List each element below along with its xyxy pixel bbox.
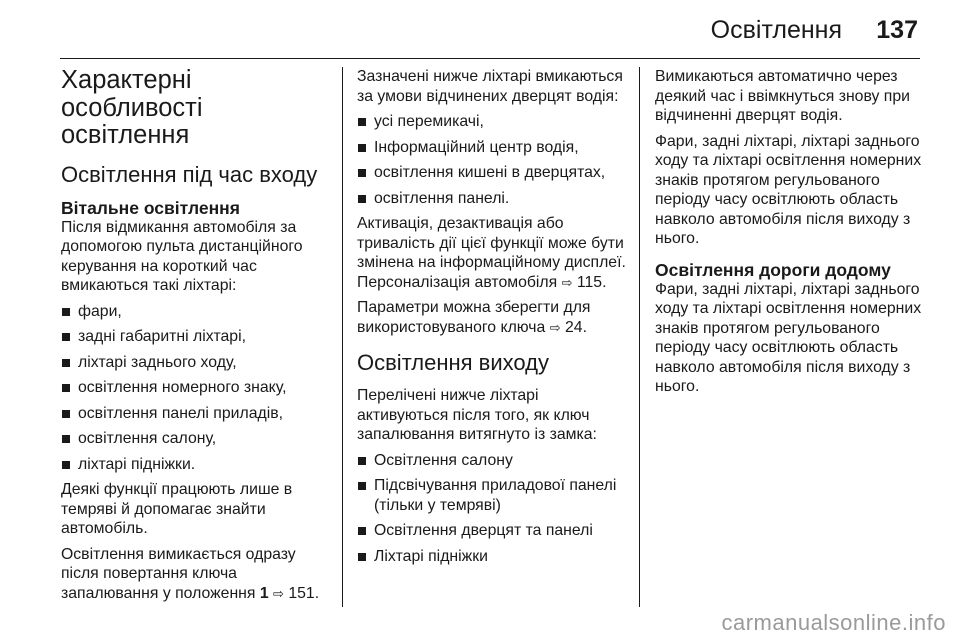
door-lights-list	[357, 112, 633, 208]
column-divider-1	[342, 67, 343, 607]
column-divider-2	[639, 67, 640, 607]
auto-off-note: Вимикаються автоматично через деякий час і ввімкнуться знову при відчиненні дверцят водія.	[655, 68, 910, 124]
personalization-link[interactable]: Персоналізація автомобіля	[357, 273, 558, 291]
list-item: усі перемикачі,	[357, 112, 633, 132]
switch-off-note	[61, 545, 333, 604]
page-header	[0, 0, 960, 60]
exit-lights-list	[357, 451, 633, 567]
switch-off-text: Освітлення вимикається одразу після повертання ключа запалювання у положення	[61, 545, 296, 602]
list-item: освітлення панелі.	[357, 189, 633, 209]
page-reference[interactable]: 115.	[576, 273, 607, 291]
reference-arrow-icon: ⇨	[273, 585, 284, 601]
list-item: ліхтарі заднього ходу,	[61, 353, 333, 373]
chapter-title: Освітлення	[710, 16, 842, 44]
reference-arrow-icon: ⇨	[561, 274, 573, 290]
page-reference[interactable]: 151.	[288, 584, 320, 602]
list-item: Підсвічування приладової панелі (тільки у темряві)	[357, 476, 633, 515]
key-memory-note	[357, 298, 633, 337]
activation-note	[357, 214, 633, 292]
list-item: Інформаційний центр водія,	[357, 138, 633, 158]
list-item: освітлення салону,	[61, 429, 333, 449]
door-lights-intro: Зазначені нижче ліхтарі вмикаються за умови відчинених дверцят водія:	[357, 68, 623, 105]
path-lighting-note: Фари, задні ліхтарі, ліхтарі заднього ходу та ліхтарі освітлення номерних знаків протягом регульованого періоду часу освітлюють область навколо автомобіля після виходу з нього.	[655, 280, 922, 395]
column-1	[61, 67, 333, 609]
ignition-position: 1	[259, 584, 269, 602]
welcome-intro: Після відмикання автомобіля за допомогою пульта дистанційного керування на короткий час вмикаються такі ліхтарі:	[61, 218, 303, 294]
section-heading-exit: Освітлення виходу	[357, 350, 549, 375]
page-title: Характерні особливості освітлення	[61, 66, 203, 149]
subsection-heading-welcome: Вітальне освітлення	[61, 197, 240, 218]
activation-text: Активація, дезактивація або тривалість дії цієї функції може бути змінена на інформаційному дисплеї.	[357, 215, 626, 271]
page-number: 137	[876, 16, 918, 44]
list-item: освітлення панелі приладів,	[61, 404, 333, 424]
header-divider	[60, 58, 920, 59]
column-3	[655, 67, 925, 403]
exit-intro: Перелічені нижче ліхтарі активуються після того, як ключ запалювання витягнуто із замка:	[357, 387, 597, 443]
key-memory-text: Параметри можна зберегти для використовуваного ключа	[357, 299, 591, 336]
list-item: Ліхтарі підніжки	[357, 547, 633, 567]
exit-illumination-note: Фари, задні ліхтарі, ліхтарі заднього ходу та ліхтарі освітлення номерних знаків протягом регульованого періоду часу освітлюють область навколо автомобіля після виходу з нього.	[655, 132, 922, 247]
watermark: carmanualsonline.info	[721, 610, 946, 635]
column-2	[357, 67, 633, 572]
list-item: освітлення кишені в дверцятах,	[357, 163, 633, 183]
list-item: Освітлення дверцят та панелі	[357, 521, 633, 541]
list-item: ліхтарі підніжки.	[61, 455, 333, 475]
list-item: задні габаритні ліхтарі,	[61, 327, 333, 347]
subsection-heading-path: Освітлення дороги додому	[655, 259, 891, 280]
list-item: Освітлення салону	[357, 451, 633, 471]
welcome-lights-list	[61, 302, 333, 475]
list-item: фари,	[61, 302, 333, 322]
darkness-note: Деякі функції працюють лише в темряві й допомагає знайти автомобіль.	[61, 481, 293, 537]
page-reference[interactable]: 24.	[565, 318, 587, 336]
list-item: освітлення номерного знаку,	[61, 378, 333, 398]
reference-arrow-icon: ⇨	[549, 319, 561, 335]
section-heading-entry: Освітлення під час входу	[61, 161, 318, 187]
